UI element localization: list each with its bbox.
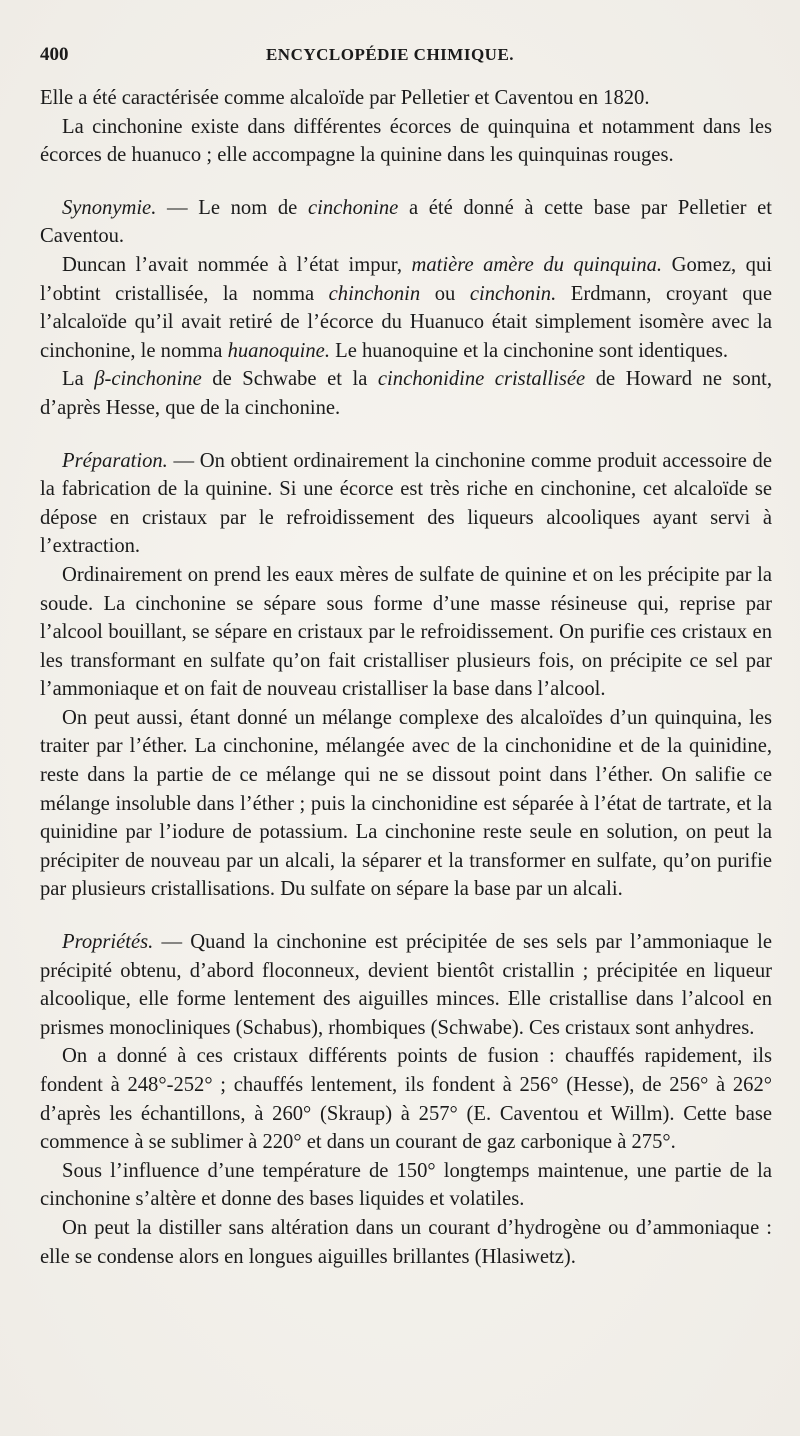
- text-run: On peut la distiller sans altération dans un courant d’hydrogène ou d’ammoniaque : elle se condense alors en longues aiguilles brillantes (Hlasiwetz).: [40, 1216, 772, 1268]
- text-run: Duncan l’avait nommée à l’état impur,: [62, 253, 412, 276]
- italic-term: Préparation.: [62, 449, 168, 472]
- text-run: a été donné à cette base par Pelletier et Caventou.: [40, 196, 772, 248]
- text-run: de Schwabe et la: [201, 368, 378, 391]
- paragraph-p7: [40, 704, 772, 904]
- text-run: On peut aussi, étant donné un mélange complexe des alcaloïdes d’un quinquina, les traiter par l’éther. La cinchonine, mélangée avec de la cinchonidine et de la quinidine, reste dans la partie de ce mélange qui ne se dissout point dans l’éther. On salifie ce mélange insoluble dans l’éther ; puis la cinchonidine est séparée à l’état de tartrate, et la quinidine par l’iodure de potassium. La cinchonine reste seule en solution, on peut la précipiter de nouveau par un alcali, la séparer et la transformer en sulfate, qu’on purifie par plusieurs cristallisations. Du sulfate on sépare la base par un alcali.: [40, 706, 772, 901]
- paragraph-p5: [40, 447, 772, 561]
- text-run: La cinchonine existe dans différentes écorces de quinquina et notamment dans les écorces de huanuco ; elle accompagne la quinine dans les quinquinas rouges.: [40, 115, 772, 167]
- paragraph-p1: [40, 113, 772, 170]
- paragraph-p11: [40, 1214, 772, 1271]
- text-run: Sous l’influence d’une température de 150° longtemps maintenue, une partie de la cinchonine s’altère et donne des bases liquides et volatiles.: [40, 1159, 772, 1211]
- text-run: La: [62, 368, 95, 391]
- text-run: ou: [420, 282, 470, 305]
- page-number: 400: [40, 44, 69, 65]
- italic-term: cinchonin.: [469, 282, 557, 305]
- text-run: — Quand la cinchonine est précipitée de ses sels par l’ammoniaque le précipité obtenu, d’abord floconneux, devient bientôt cristallin ; précipitée en liqueur alcoolique, elle forme lentement des aiguilles minces. Elle cristallise dans l’alcool en prismes monocliniques (Schabus), rhombiques (Schwabe). Ces cristaux sont anhydres.: [40, 931, 772, 1039]
- text-run: de Howard ne sont, d’après Hesse, que de la cinchonine.: [40, 368, 773, 419]
- paragraph-p0: [40, 84, 772, 113]
- paragraph-p8: [40, 928, 772, 1042]
- paragraph-p3: [40, 251, 772, 365]
- page-header: [40, 44, 740, 70]
- italic-term: cinchonidine cristallisée: [377, 368, 586, 391]
- paragraph-p4: [40, 365, 772, 422]
- paragraph-p10: [40, 1157, 772, 1214]
- text-run: Elle a été caractérisée comme alcaloïde par Pelletier et Caventou en 1820.: [40, 87, 650, 109]
- text-run: — Le nom de: [156, 196, 308, 219]
- italic-term: huanoquine.: [227, 339, 330, 362]
- running-title: ENCYCLOPÉDIE CHIMIQUE.: [265, 45, 515, 64]
- italic-term: Propriétés.: [62, 931, 154, 954]
- paragraph-p2: [40, 194, 772, 251]
- text-run: — On obtient ordinairement la cinchonine comme produit accessoire de la fabrication de la quinine. Si une écorce est très riche en cinchonine, cet alcaloïde se dépose en cristaux par le refroidissement des liqueurs alcooliques ayant servi à l’extraction.: [40, 449, 772, 558]
- paragraph-p6: [40, 561, 772, 704]
- text-run: Erdmann, croyant que l’alcaloïde qu’il avait retiré de l’écorce du Huanuco était simplement isomère avec la cinchonine, le nomma: [40, 282, 772, 362]
- italic-term: Synonymie.: [62, 196, 157, 219]
- text-run: Ordinairement on prend les eaux mères de sulfate de quinine et on les précipite par la soude. La cinchonine se sépare sous forme d’une masse résineuse qui, reprise par l’alcool bouillant, se sépare en cristaux par le refroidissement. On purifie ces cristaux en les transformant en sulfate qu’on fait cristalliser plusieurs fois, on précipite ce sel par l’ammoniaque et on fait de nouveau cristalliser la base dans l’alcool.: [40, 563, 772, 701]
- body-text: [40, 84, 772, 1271]
- italic-term: cinchonine: [307, 196, 399, 219]
- italic-term: β-cinchonine: [94, 368, 202, 391]
- text-run: Gomez, qui l’obtint cristallisée, la nomma: [40, 253, 772, 305]
- italic-term: matière amère du quinquina.: [411, 253, 663, 276]
- paragraph-p9: [40, 1042, 772, 1156]
- text-run: Le huanoquine et la cinchonine sont identiques.: [329, 339, 729, 362]
- text-run: On a donné à ces cristaux différents points de fusion : chauffés rapidement, ils fondent à 248°-252° ; chauffés lentement, ils fondent à 256° (Hesse), de 256° à 262° d’après les échantillons, à 260° (Skraup) à 257° (E. Caventou et Willm). Cette base commence à se sublimer à 220° et dans un courant de gaz carbonique à 275°.: [40, 1045, 772, 1154]
- italic-term: chinchonin: [328, 282, 421, 305]
